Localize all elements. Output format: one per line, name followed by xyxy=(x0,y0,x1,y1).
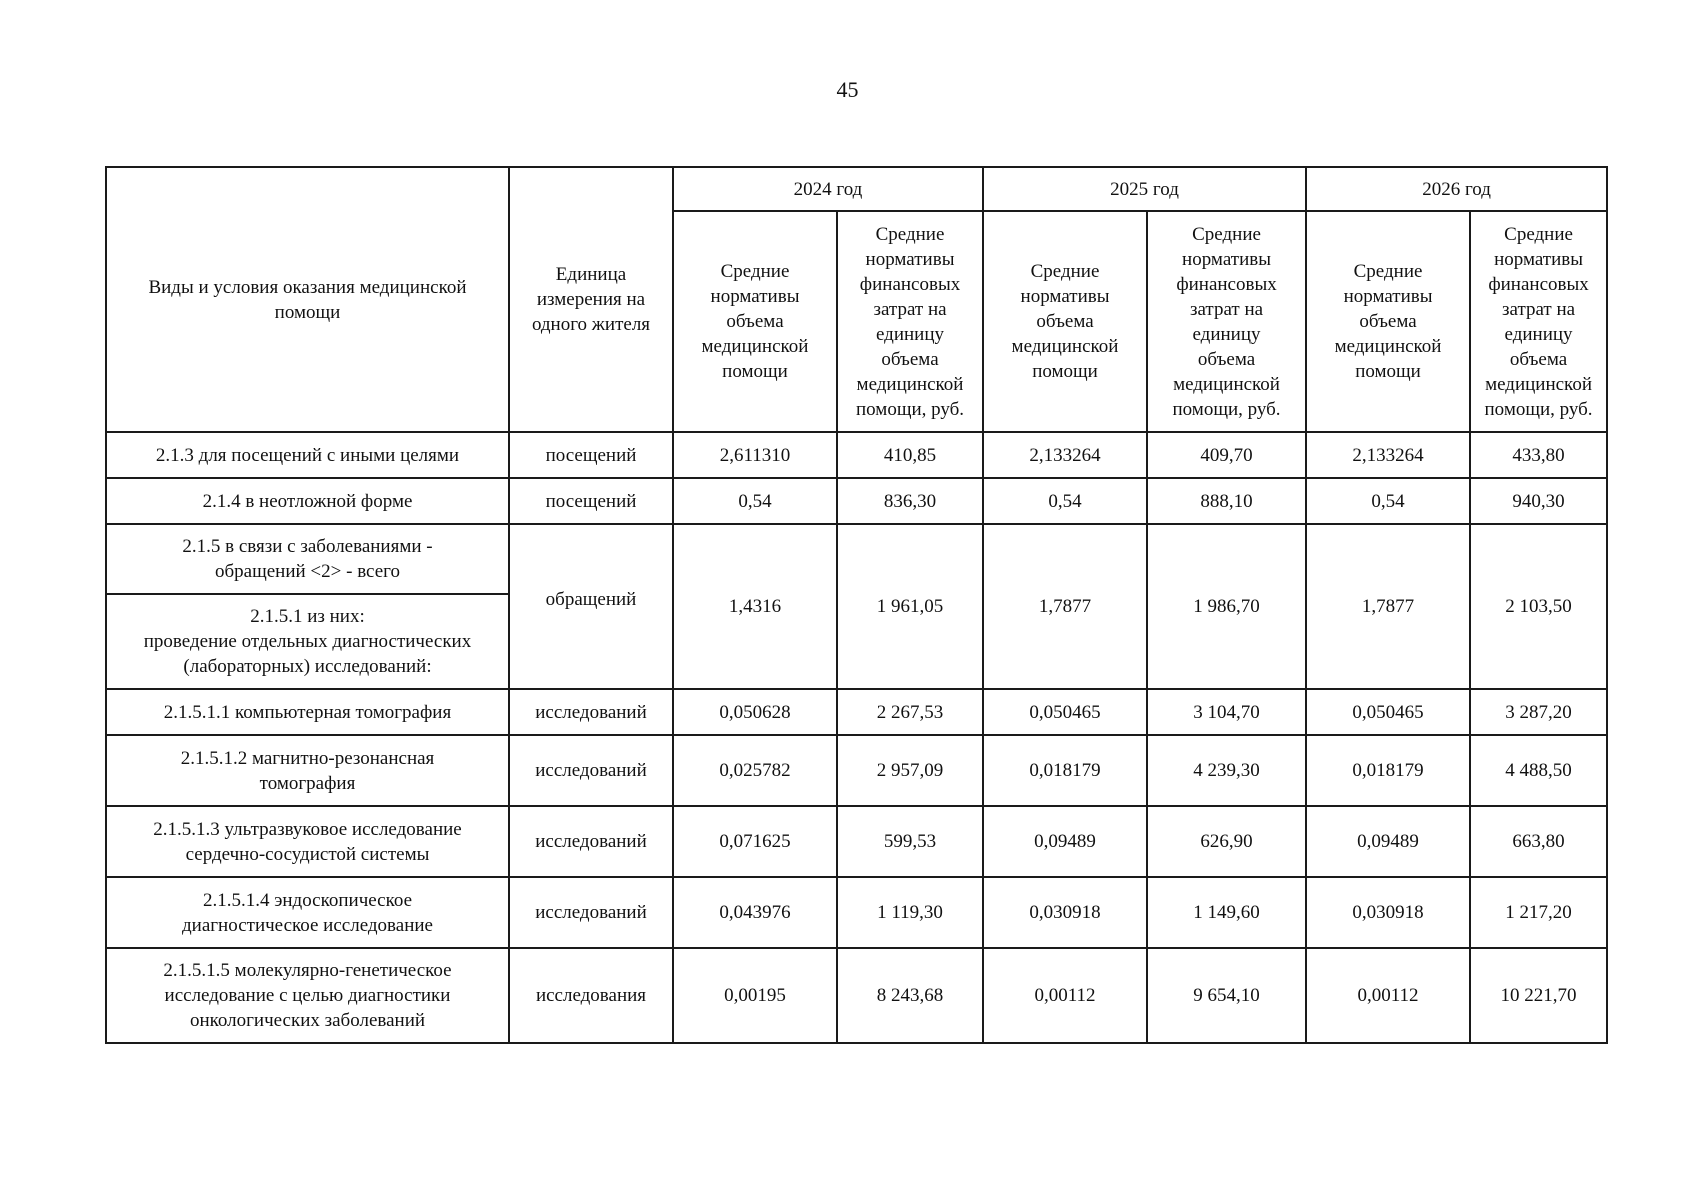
header-text-line: медицинской xyxy=(1011,336,1119,357)
row-unit-cell: исследований xyxy=(509,806,673,877)
value-cell: 888,10 xyxy=(1147,478,1306,524)
value-cell: 0,00112 xyxy=(1306,948,1470,1043)
header-cost-cell xyxy=(1147,211,1306,432)
row-name-line: сердечно-сосудистой системы xyxy=(185,843,430,865)
value-cell: 0,54 xyxy=(1306,478,1470,524)
row-name-line: 2.1.5 в связи с заболеваниями - xyxy=(182,536,433,557)
header-text-line: нормативы xyxy=(1343,286,1433,307)
row-name-line: (лабораторных) исследований: xyxy=(183,656,432,677)
header-text-line: помощи xyxy=(1032,361,1098,382)
header-text-line: затрат на xyxy=(873,298,947,320)
header-text-line: одного жителя xyxy=(531,314,651,335)
table-row xyxy=(106,877,1607,948)
row-name-line: 2.1.4 в неотложной форме xyxy=(202,490,413,512)
row-name-cell xyxy=(106,806,509,877)
value-cell: 409,70 xyxy=(1147,432,1306,478)
row-name-cell xyxy=(106,432,509,478)
value-cell: 1 149,60 xyxy=(1147,877,1306,948)
value-cell: 4 488,50 xyxy=(1470,735,1607,806)
value-cell: 1 961,05 xyxy=(837,524,983,689)
value-cell: 0,54 xyxy=(983,478,1147,524)
value-cell: 1,7877 xyxy=(1306,524,1470,689)
header-text-line: Средние xyxy=(1504,223,1573,245)
value-cell: 0,030918 xyxy=(983,877,1147,948)
table-row xyxy=(106,689,1607,735)
header-text-line: Средние xyxy=(875,223,945,245)
row-unit-cell: обращений xyxy=(509,524,673,689)
row-name-line: 2.1.5.1.3 ультразвуковое исследование xyxy=(153,818,462,840)
row-name-cell xyxy=(106,524,509,594)
value-cell: 626,90 xyxy=(1147,806,1306,877)
row-name-line: 2.1.5.1.1 компьютерная томография xyxy=(163,701,452,723)
row-name-line: онкологических заболеваний xyxy=(189,1010,426,1031)
header-text-line: медицинской xyxy=(856,373,964,395)
value-cell: 1,4316 xyxy=(673,524,837,689)
header-volume-cell xyxy=(673,211,837,432)
header-text-line: медицинской xyxy=(701,336,809,357)
value-cell: 2 267,53 xyxy=(837,689,983,735)
value-cell: 940,30 xyxy=(1470,478,1607,524)
header-text-line: помощи, руб. xyxy=(1484,398,1593,420)
row-unit-cell: посещений xyxy=(509,432,673,478)
value-cell: 0,018179 xyxy=(983,735,1147,806)
header-text-line: нормативы xyxy=(1494,248,1583,270)
value-cell: 2,133264 xyxy=(1306,432,1470,478)
header-text-line: нормативы xyxy=(1020,286,1110,307)
header-text-line: медицинской xyxy=(1334,336,1442,357)
header-text-line: нормативы xyxy=(710,286,800,307)
header-text-line: затрат на xyxy=(1502,298,1576,320)
header-text-line: единицу xyxy=(1504,323,1573,345)
header-year-2025: 2025 год xyxy=(983,167,1306,211)
header-text-line: финансовых xyxy=(859,273,961,295)
row-name-line: 2.1.5.1.2 магнитно-резонансная xyxy=(180,747,435,769)
row-name-line: проведение отдельных диагностических xyxy=(143,631,472,652)
header-type-cell xyxy=(106,167,509,432)
header-text-line: нормативы xyxy=(865,248,955,270)
row-unit-cell: посещений xyxy=(509,478,673,524)
value-cell: 8 243,68 xyxy=(837,948,983,1043)
page-number: 45 xyxy=(836,77,859,102)
row-unit-cell: исследований xyxy=(509,689,673,735)
value-cell: 1 217,20 xyxy=(1470,877,1607,948)
value-cell: 1 986,70 xyxy=(1147,524,1306,689)
row-name-cell xyxy=(106,478,509,524)
header-cost-cell xyxy=(837,211,983,432)
row-name-line: томография xyxy=(259,772,356,794)
header-text-line: измерения на xyxy=(536,289,646,310)
header-text-line: объема xyxy=(1509,348,1568,370)
row-name-line: 2.1.5.1.5 молекулярно-генетическое xyxy=(163,960,452,981)
value-cell: 0,09489 xyxy=(1306,806,1470,877)
header-year-2026: 2026 год xyxy=(1306,167,1607,211)
value-cell: 0,025782 xyxy=(673,735,837,806)
header-text-line: объема xyxy=(1359,311,1417,332)
header-row-years xyxy=(106,167,1607,211)
value-cell: 0,00195 xyxy=(673,948,837,1043)
row-name-line: диагностическое исследование xyxy=(182,914,433,936)
row-name-cell xyxy=(106,877,509,948)
value-cell: 0,050465 xyxy=(1306,689,1470,735)
header-text-line: финансовых xyxy=(1176,273,1277,295)
value-cell: 0,018179 xyxy=(1306,735,1470,806)
table-row xyxy=(106,806,1607,877)
header-text-line: Единица xyxy=(555,264,627,285)
value-cell: 0,00112 xyxy=(983,948,1147,1043)
header-text-line: помощи xyxy=(1355,361,1421,382)
row-name-cell xyxy=(106,735,509,806)
value-cell: 433,80 xyxy=(1470,432,1607,478)
value-cell: 0,043976 xyxy=(673,877,837,948)
table-row-group-total xyxy=(106,524,1607,594)
value-cell: 2 957,09 xyxy=(837,735,983,806)
row-name-cell xyxy=(106,948,509,1043)
row-unit-cell: исследования xyxy=(509,948,673,1043)
header-unit-cell xyxy=(509,167,673,432)
table-row xyxy=(106,948,1607,1043)
table-row xyxy=(106,735,1607,806)
table-row xyxy=(106,432,1607,478)
header-text-line: помощи xyxy=(274,301,341,323)
value-cell: 10 221,70 xyxy=(1470,948,1607,1043)
value-cell: 0,050628 xyxy=(673,689,837,735)
header-text-line: Средние xyxy=(1030,261,1100,282)
value-cell: 2,133264 xyxy=(983,432,1147,478)
header-text-line: объема xyxy=(726,311,784,332)
header-volume-cell xyxy=(1306,211,1470,432)
value-cell: 3 104,70 xyxy=(1147,689,1306,735)
header-text-line: нормативы xyxy=(1182,248,1271,270)
value-cell: 9 654,10 xyxy=(1147,948,1306,1043)
row-name-line: 2.1.3 для посещений с иными целями xyxy=(155,444,460,466)
header-text-line: помощи xyxy=(722,361,788,382)
header-text-line: финансовых xyxy=(1488,273,1589,295)
header-text-line: объема xyxy=(1197,348,1256,370)
row-name-cell xyxy=(106,594,509,689)
value-cell: 410,85 xyxy=(837,432,983,478)
value-cell: 0,54 xyxy=(673,478,837,524)
value-cell: 0,050465 xyxy=(983,689,1147,735)
header-text-line: Средние xyxy=(1192,223,1261,245)
value-cell: 3 287,20 xyxy=(1470,689,1607,735)
header-year-2024: 2024 год xyxy=(673,167,983,211)
value-cell: 0,030918 xyxy=(1306,877,1470,948)
value-cell: 663,80 xyxy=(1470,806,1607,877)
row-unit-cell: исследований xyxy=(509,735,673,806)
value-cell: 599,53 xyxy=(837,806,983,877)
row-name-line: обращений <2> - всего xyxy=(215,561,400,582)
header-text-line: Средние xyxy=(1353,261,1423,282)
value-cell: 2,611310 xyxy=(673,432,837,478)
value-cell: 0,071625 xyxy=(673,806,837,877)
value-cell: 1,7877 xyxy=(983,524,1147,689)
value-cell: 2 103,50 xyxy=(1470,524,1607,689)
header-text-line: затрат на xyxy=(1189,298,1264,320)
value-cell: 836,30 xyxy=(837,478,983,524)
header-text-line: помощи, руб. xyxy=(855,398,965,420)
header-text-line: единицу xyxy=(1192,323,1261,345)
norms-table xyxy=(105,166,1608,1044)
header-cost-cell xyxy=(1470,211,1607,432)
value-cell: 0,09489 xyxy=(983,806,1147,877)
header-text-line: Средние xyxy=(720,261,790,282)
row-name-line: 2.1.5.1 из них: xyxy=(250,606,365,627)
header-text-line: объема xyxy=(1036,311,1094,332)
header-text-line: Виды и условия оказания медицинской xyxy=(148,276,467,298)
table-row xyxy=(106,478,1607,524)
value-cell: 4 239,30 xyxy=(1147,735,1306,806)
header-volume-cell xyxy=(983,211,1147,432)
header-text-line: объема xyxy=(881,348,939,370)
header-text-line: помощи, руб. xyxy=(1172,398,1281,420)
row-name-line: 2.1.5.1.4 эндоскопическое xyxy=(202,889,413,911)
header-text-line: медицинской xyxy=(1173,373,1280,395)
row-name-cell xyxy=(106,689,509,735)
header-text-line: единицу xyxy=(875,323,945,345)
header-text-line: медицинской xyxy=(1485,373,1592,395)
row-name-line: исследование с целью диагностики xyxy=(164,985,451,1006)
row-unit-cell: исследований xyxy=(509,877,673,948)
value-cell: 1 119,30 xyxy=(837,877,983,948)
